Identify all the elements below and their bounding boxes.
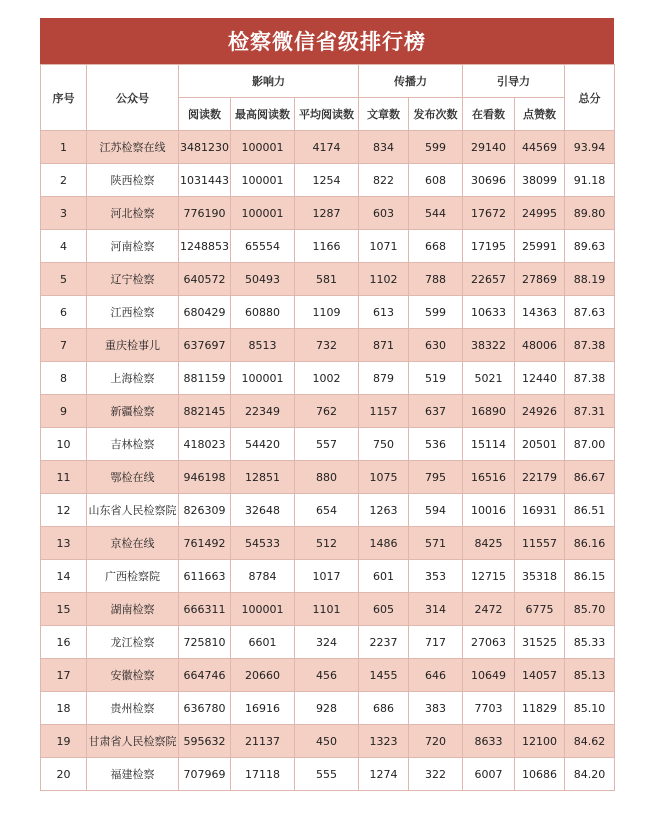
- cell-rank: 2: [41, 164, 87, 197]
- cell-watching: 10649: [463, 659, 515, 692]
- table-row: [41, 659, 615, 692]
- cell-likes: 35318: [515, 560, 565, 593]
- cell-reads: 637697: [179, 329, 231, 362]
- cell-reads: 636780: [179, 692, 231, 725]
- cell-watching: 29140: [463, 131, 515, 164]
- cell-rank: 7: [41, 329, 87, 362]
- cell-total: 93.94: [565, 131, 615, 164]
- cell-avg-reads: 928: [295, 692, 359, 725]
- cell-total: 87.38: [565, 329, 615, 362]
- cell-reads: 611663: [179, 560, 231, 593]
- cell-watching: 8425: [463, 527, 515, 560]
- cell-likes: 31525: [515, 626, 565, 659]
- cell-likes: 16931: [515, 494, 565, 527]
- cell-avg-reads: 4174: [295, 131, 359, 164]
- cell-max-reads: 32648: [231, 494, 295, 527]
- cell-articles: 822: [359, 164, 409, 197]
- cell-rank: 6: [41, 296, 87, 329]
- cell-reads: 882145: [179, 395, 231, 428]
- cell-likes: 10686: [515, 758, 565, 791]
- cell-articles: 2237: [359, 626, 409, 659]
- cell-total: 84.62: [565, 725, 615, 758]
- cell-watching: 15114: [463, 428, 515, 461]
- cell-account: 江西检察: [87, 296, 179, 329]
- subheader-reads: 阅读数: [179, 98, 231, 131]
- cell-rank: 9: [41, 395, 87, 428]
- cell-reads: 761492: [179, 527, 231, 560]
- cell-total: 87.38: [565, 362, 615, 395]
- cell-posts: 594: [409, 494, 463, 527]
- cell-watching: 8633: [463, 725, 515, 758]
- cell-watching: 6007: [463, 758, 515, 791]
- cell-reads: 881159: [179, 362, 231, 395]
- table-row: [41, 692, 615, 725]
- cell-posts: 720: [409, 725, 463, 758]
- cell-account: 甘肃省人民检察院: [87, 725, 179, 758]
- cell-rank: 5: [41, 263, 87, 296]
- cell-rank: 11: [41, 461, 87, 494]
- header-account: 公众号: [87, 65, 179, 131]
- subheader-posts: 发布次数: [409, 98, 463, 131]
- cell-total: 87.00: [565, 428, 615, 461]
- cell-total: 85.33: [565, 626, 615, 659]
- cell-max-reads: 8513: [231, 329, 295, 362]
- cell-max-reads: 100001: [231, 131, 295, 164]
- cell-account: 湖南检察: [87, 593, 179, 626]
- cell-articles: 871: [359, 329, 409, 362]
- cell-reads: 707969: [179, 758, 231, 791]
- table-row: [41, 626, 615, 659]
- cell-posts: 630: [409, 329, 463, 362]
- cell-rank: 12: [41, 494, 87, 527]
- cell-reads: 680429: [179, 296, 231, 329]
- cell-rank: 14: [41, 560, 87, 593]
- ranking-table: [40, 64, 615, 791]
- table-row: [41, 428, 615, 461]
- cell-account: 贵州检察: [87, 692, 179, 725]
- cell-likes: 24926: [515, 395, 565, 428]
- cell-posts: 795: [409, 461, 463, 494]
- cell-rank: 10: [41, 428, 87, 461]
- cell-avg-reads: 581: [295, 263, 359, 296]
- subheader-watching: 在看数: [463, 98, 515, 131]
- cell-watching: 22657: [463, 263, 515, 296]
- cell-rank: 8: [41, 362, 87, 395]
- subheader-max-reads: 最高阅读数: [231, 98, 295, 131]
- cell-posts: 599: [409, 296, 463, 329]
- cell-reads: 595632: [179, 725, 231, 758]
- cell-max-reads: 100001: [231, 593, 295, 626]
- cell-articles: 613: [359, 296, 409, 329]
- table-row: [41, 725, 615, 758]
- cell-articles: 1486: [359, 527, 409, 560]
- table-row: [41, 461, 615, 494]
- cell-account: 河南检察: [87, 230, 179, 263]
- cell-reads: 776190: [179, 197, 231, 230]
- cell-account: 广西检察院: [87, 560, 179, 593]
- cell-total: 86.16: [565, 527, 615, 560]
- cell-reads: 725810: [179, 626, 231, 659]
- cell-likes: 24995: [515, 197, 565, 230]
- subheader-avg-reads: 平均阅读数: [295, 98, 359, 131]
- cell-avg-reads: 456: [295, 659, 359, 692]
- header-rank: 序号: [41, 65, 87, 131]
- table-row: [41, 527, 615, 560]
- cell-max-reads: 100001: [231, 362, 295, 395]
- cell-max-reads: 65554: [231, 230, 295, 263]
- cell-likes: 25991: [515, 230, 565, 263]
- cell-likes: 14057: [515, 659, 565, 692]
- cell-rank: 15: [41, 593, 87, 626]
- cell-reads: 666311: [179, 593, 231, 626]
- table-row: [41, 329, 615, 362]
- cell-articles: 605: [359, 593, 409, 626]
- cell-total: 86.67: [565, 461, 615, 494]
- cell-posts: 519: [409, 362, 463, 395]
- cell-likes: 27869: [515, 263, 565, 296]
- cell-account: 新疆检察: [87, 395, 179, 428]
- ranking-card: [40, 18, 614, 791]
- cell-reads: 640572: [179, 263, 231, 296]
- cell-likes: 12100: [515, 725, 565, 758]
- cell-posts: 788: [409, 263, 463, 296]
- cell-account: 吉林检察: [87, 428, 179, 461]
- cell-rank: 17: [41, 659, 87, 692]
- cell-avg-reads: 555: [295, 758, 359, 791]
- cell-account: 鄂检在线: [87, 461, 179, 494]
- cell-total: 85.10: [565, 692, 615, 725]
- cell-likes: 11557: [515, 527, 565, 560]
- cell-articles: 1323: [359, 725, 409, 758]
- subheader-likes: 点赞数: [515, 98, 565, 131]
- cell-reads: 1248853: [179, 230, 231, 263]
- table-row: [41, 362, 615, 395]
- cell-reads: 946198: [179, 461, 231, 494]
- cell-account: 安徽检察: [87, 659, 179, 692]
- cell-likes: 20501: [515, 428, 565, 461]
- cell-avg-reads: 1109: [295, 296, 359, 329]
- table-row: [41, 263, 615, 296]
- cell-account: 福建检察: [87, 758, 179, 791]
- cell-watching: 12715: [463, 560, 515, 593]
- cell-account: 重庆检事儿: [87, 329, 179, 362]
- table-row: [41, 131, 615, 164]
- cell-articles: 834: [359, 131, 409, 164]
- cell-account: 陕西检察: [87, 164, 179, 197]
- cell-max-reads: 16916: [231, 692, 295, 725]
- table-row: [41, 560, 615, 593]
- cell-articles: 686: [359, 692, 409, 725]
- subheader-articles: 文章数: [359, 98, 409, 131]
- cell-avg-reads: 450: [295, 725, 359, 758]
- cell-posts: 571: [409, 527, 463, 560]
- table-row: [41, 230, 615, 263]
- cell-max-reads: 22349: [231, 395, 295, 428]
- cell-posts: 637: [409, 395, 463, 428]
- cell-total: 89.63: [565, 230, 615, 263]
- cell-posts: 599: [409, 131, 463, 164]
- cell-rank: 1: [41, 131, 87, 164]
- cell-total: 86.51: [565, 494, 615, 527]
- cell-reads: 664746: [179, 659, 231, 692]
- cell-articles: 1071: [359, 230, 409, 263]
- cell-avg-reads: 654: [295, 494, 359, 527]
- cell-posts: 717: [409, 626, 463, 659]
- cell-watching: 27063: [463, 626, 515, 659]
- cell-posts: 322: [409, 758, 463, 791]
- cell-account: 龙江检察: [87, 626, 179, 659]
- cell-max-reads: 100001: [231, 164, 295, 197]
- table-row: [41, 758, 615, 791]
- cell-watching: 16890: [463, 395, 515, 428]
- cell-max-reads: 17118: [231, 758, 295, 791]
- cell-articles: 1274: [359, 758, 409, 791]
- cell-max-reads: 8784: [231, 560, 295, 593]
- cell-max-reads: 60880: [231, 296, 295, 329]
- cell-account: 上海检察: [87, 362, 179, 395]
- cell-watching: 7703: [463, 692, 515, 725]
- table-row: [41, 197, 615, 230]
- cell-watching: 10633: [463, 296, 515, 329]
- cell-posts: 668: [409, 230, 463, 263]
- cell-avg-reads: 1017: [295, 560, 359, 593]
- cell-articles: 1102: [359, 263, 409, 296]
- cell-articles: 1263: [359, 494, 409, 527]
- cell-posts: 314: [409, 593, 463, 626]
- cell-max-reads: 54533: [231, 527, 295, 560]
- cell-account: 河北检察: [87, 197, 179, 230]
- cell-avg-reads: 324: [295, 626, 359, 659]
- cell-rank: 19: [41, 725, 87, 758]
- cell-watching: 10016: [463, 494, 515, 527]
- cell-total: 89.80: [565, 197, 615, 230]
- cell-max-reads: 12851: [231, 461, 295, 494]
- cell-likes: 44569: [515, 131, 565, 164]
- header-spread: 传播力: [359, 65, 463, 98]
- cell-max-reads: 54420: [231, 428, 295, 461]
- cell-avg-reads: 880: [295, 461, 359, 494]
- cell-likes: 14363: [515, 296, 565, 329]
- cell-watching: 17195: [463, 230, 515, 263]
- cell-avg-reads: 557: [295, 428, 359, 461]
- cell-total: 84.20: [565, 758, 615, 791]
- cell-reads: 418023: [179, 428, 231, 461]
- cell-watching: 2472: [463, 593, 515, 626]
- cell-posts: 536: [409, 428, 463, 461]
- page-title: 检察微信省级排行榜: [40, 18, 614, 64]
- cell-likes: 12440: [515, 362, 565, 395]
- table-row: [41, 296, 615, 329]
- cell-total: 87.31: [565, 395, 615, 428]
- cell-articles: 1157: [359, 395, 409, 428]
- cell-likes: 11829: [515, 692, 565, 725]
- cell-reads: 826309: [179, 494, 231, 527]
- cell-max-reads: 6601: [231, 626, 295, 659]
- cell-rank: 18: [41, 692, 87, 725]
- table-row: [41, 164, 615, 197]
- table-body: [41, 131, 615, 791]
- cell-rank: 13: [41, 527, 87, 560]
- cell-watching: 16516: [463, 461, 515, 494]
- cell-avg-reads: 762: [295, 395, 359, 428]
- cell-account: 山东省人民检察院: [87, 494, 179, 527]
- cell-total: 86.15: [565, 560, 615, 593]
- cell-reads: 3481230: [179, 131, 231, 164]
- cell-posts: 383: [409, 692, 463, 725]
- cell-reads: 1031443: [179, 164, 231, 197]
- cell-max-reads: 21137: [231, 725, 295, 758]
- cell-avg-reads: 1002: [295, 362, 359, 395]
- cell-articles: 750: [359, 428, 409, 461]
- cell-likes: 48006: [515, 329, 565, 362]
- cell-likes: 38099: [515, 164, 565, 197]
- cell-watching: 30696: [463, 164, 515, 197]
- cell-rank: 20: [41, 758, 87, 791]
- cell-watching: 5021: [463, 362, 515, 395]
- table-row: [41, 494, 615, 527]
- cell-total: 88.19: [565, 263, 615, 296]
- cell-likes: 22179: [515, 461, 565, 494]
- header-influence: 影响力: [179, 65, 359, 98]
- cell-account: 京检在线: [87, 527, 179, 560]
- table-row: [41, 593, 615, 626]
- cell-max-reads: 20660: [231, 659, 295, 692]
- cell-avg-reads: 1254: [295, 164, 359, 197]
- cell-likes: 6775: [515, 593, 565, 626]
- cell-max-reads: 50493: [231, 263, 295, 296]
- cell-total: 85.70: [565, 593, 615, 626]
- cell-avg-reads: 1166: [295, 230, 359, 263]
- header-guide: 引导力: [463, 65, 565, 98]
- cell-total: 85.13: [565, 659, 615, 692]
- cell-max-reads: 100001: [231, 197, 295, 230]
- cell-articles: 1075: [359, 461, 409, 494]
- cell-articles: 1455: [359, 659, 409, 692]
- table-row: [41, 395, 615, 428]
- table-header: [41, 65, 615, 131]
- cell-posts: 353: [409, 560, 463, 593]
- cell-posts: 544: [409, 197, 463, 230]
- cell-articles: 601: [359, 560, 409, 593]
- cell-account: 江苏检察在线: [87, 131, 179, 164]
- header-total: 总分: [565, 65, 615, 131]
- cell-total: 87.63: [565, 296, 615, 329]
- cell-watching: 38322: [463, 329, 515, 362]
- cell-avg-reads: 1101: [295, 593, 359, 626]
- cell-posts: 608: [409, 164, 463, 197]
- cell-rank: 3: [41, 197, 87, 230]
- cell-rank: 4: [41, 230, 87, 263]
- cell-watching: 17672: [463, 197, 515, 230]
- cell-rank: 16: [41, 626, 87, 659]
- cell-total: 91.18: [565, 164, 615, 197]
- cell-posts: 646: [409, 659, 463, 692]
- cell-account: 辽宁检察: [87, 263, 179, 296]
- cell-avg-reads: 512: [295, 527, 359, 560]
- cell-articles: 603: [359, 197, 409, 230]
- cell-avg-reads: 1287: [295, 197, 359, 230]
- cell-avg-reads: 732: [295, 329, 359, 362]
- cell-articles: 879: [359, 362, 409, 395]
